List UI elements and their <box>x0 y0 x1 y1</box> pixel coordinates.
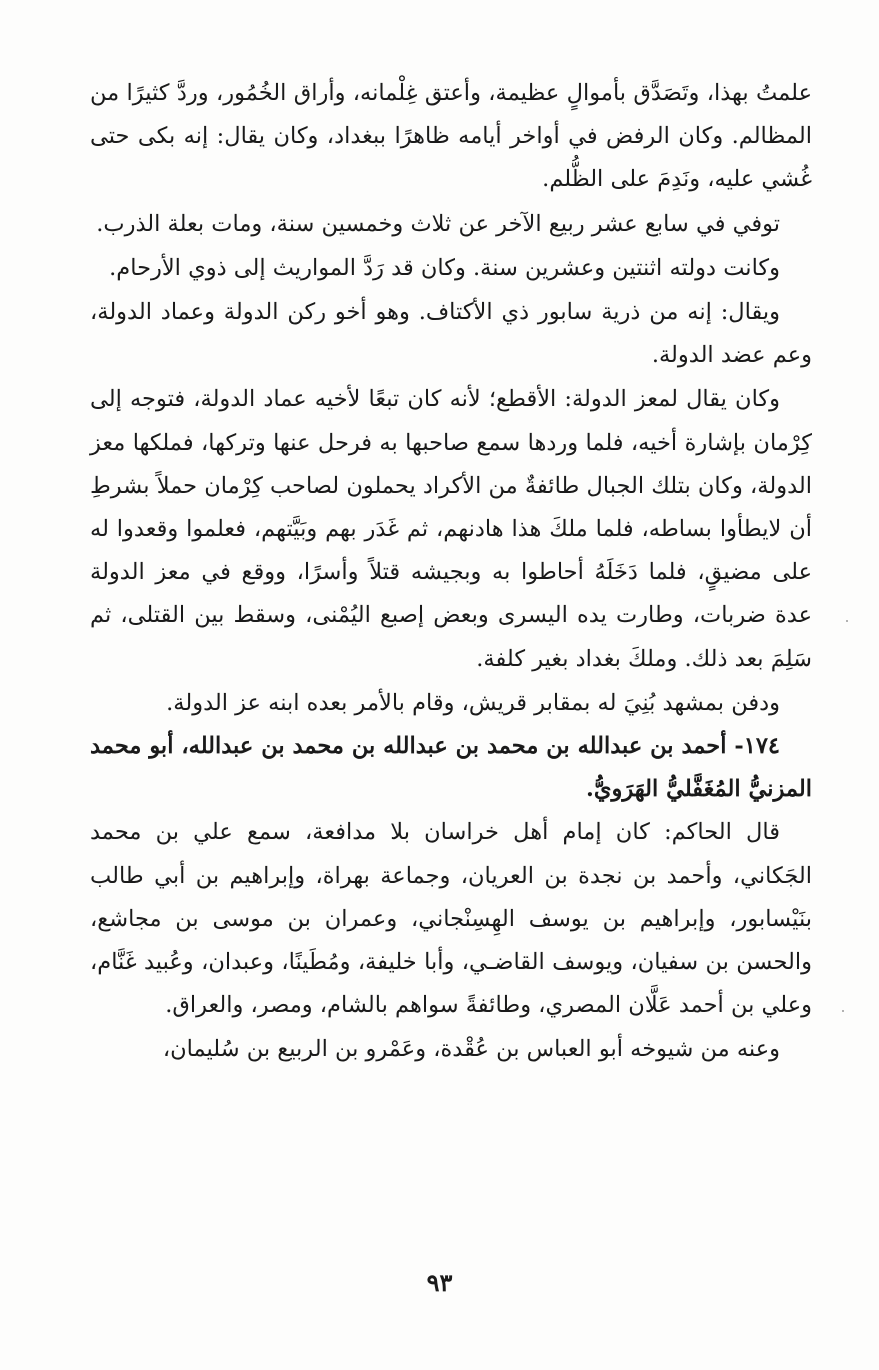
entry-heading: ١٧٤- أحمد بن عبدالله بن محمد بن عبدالله بن محمد بن عبدالله، أبو محمد المزنيُّ المُغَفَّليُّ الهَرَويُّ. <box>90 733 812 803</box>
paragraph-death: توفي في سابع عشر ربيع الآخر عن ثلاث وخمسين سنة، ومات بعلة الذرب. <box>96 210 780 237</box>
paper-speck <box>842 1010 844 1012</box>
paragraph-hakim: قال الحاكم: كان إمام أهل خراسان بلا مدافعة، سمع علي بن محمد الجَكاني، وأحمد بن نجدة بن العريان، وجماعة بهراة، وإبراهيم بن أبي طالب بنَيْسابور، وإبراهيم بن يوسف الهِسِنْجاني، وعمران بن موسى بن مجاشع، والحسن بن سفيان، ويوسف القاضـي، وأبا خليفة، ومُطَينًا، وعبدان، وعُبيد غَنَّام، وعلي بن أحمد عَلَّان المصري، وطائفةً سواهم بالشام، ومصر، والعراق. <box>90 819 812 1019</box>
paragraph-continuation: علمتُ بهذا، وتَصَدَّق بأموالٍ عظيمة، وأعتق غِلْمانه، وأراق الخُمُور، وردَّ كثيرًا من المظالم. وكان الرفض في أواخر أيامه ظاهرًا ببغداد، وكان يقال: إنه بكى حتى غُشي عليه، ونَدِمَ على الظُّلم. <box>90 80 812 193</box>
paragraph-reign: وكانت دولته اثنتين وعشرين سنة. وكان قد رَدَّ المواريث إلى ذوي الأرحام. <box>109 254 780 281</box>
paragraph-lineage: ويقال: إنه من ذرية سابور ذي الأكتاف. وهو أخو ركن الدولة وعماد الدولة، وعم عضد الدولة. <box>90 299 812 369</box>
paragraph-students: وعنه من شيوخه أبو العباس بن عُقْدة، وعَمْرو بن الربيع بن سُليمان، <box>162 1036 780 1063</box>
paragraph-burial: ودفن بمشهد بُنِيَ له بمقابر قريش، وقام بالأمر بعده ابنه عز الدولة. <box>166 689 780 716</box>
page-body-text <box>90 72 812 1072</box>
paragraph-kirman: وكان يقال لمعز الدولة: الأقطع؛ لأنه كان تبعًا لأخيه عماد الدولة، فتوجه إلى كِرْمان بإشارة أخيه، فلما وردها سمع صاحبها به فرحل عنها وتركها، فملكها معز الدولة، وكان بتلك الجبال طائفةٌ من الأكراد يحملون لصاحب كِرْمان حملاً بشرطِ أن لايطأوا بساطه، فلما ملكَ هذا هادنهم، ثم غَدَر بهم وبَيَّتهم، فعلموا وقعدوا له على مضيقٍ، فلما دَخَلَهُ أحاطوا به وبجيشه قتلاً وأسرًا، ووقع في معز الدولة عدة ضربات، وطارت يده اليسرى وبعض إصبع اليُمْنى، وسقط بين القتلى، ثم سَلِمَ بعد ذلك. وملكَ بغداد بغير كلفة. <box>90 386 812 672</box>
page-number: ٩٣ <box>426 1268 453 1297</box>
paper-speck <box>846 620 848 622</box>
